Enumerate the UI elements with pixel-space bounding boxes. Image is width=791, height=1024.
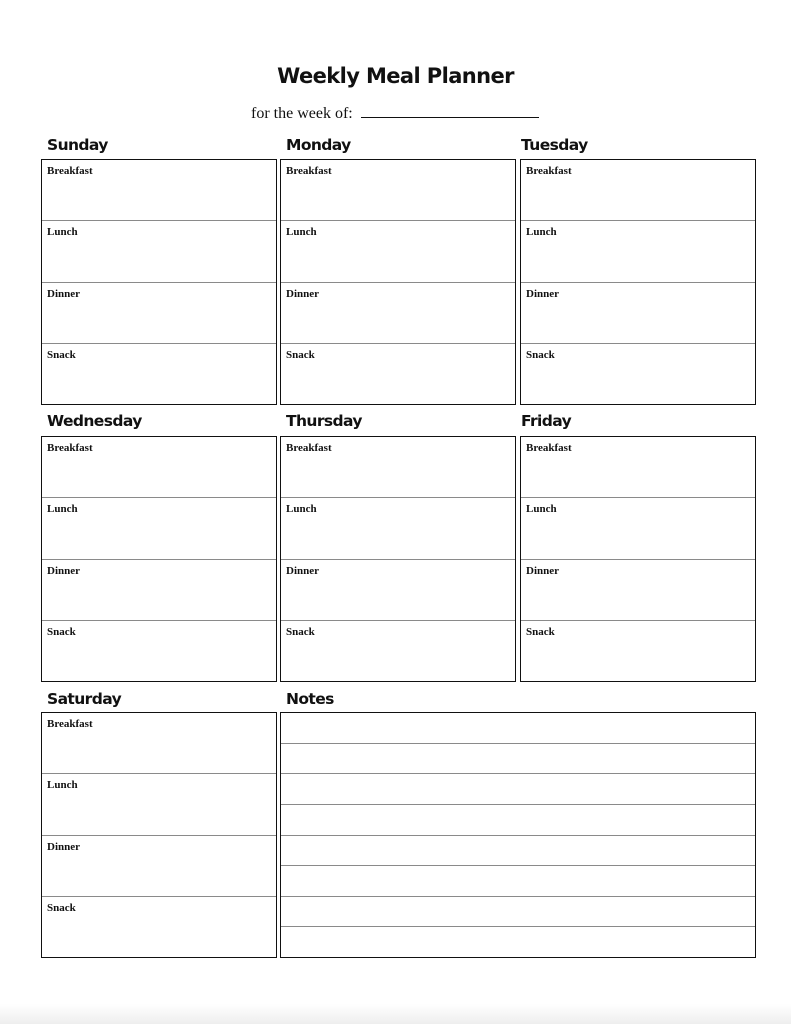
day-heading-monday: Monday [286, 136, 351, 154]
day-heading-sunday: Sunday [47, 136, 108, 154]
notes-line[interactable] [281, 926, 755, 957]
meal-label-lunch: Lunch [286, 503, 317, 516]
notes-line[interactable] [281, 865, 755, 896]
meal-label-breakfast: Breakfast [526, 442, 572, 454]
meal-label-breakfast: Breakfast [286, 442, 332, 454]
meal-label-lunch: Lunch [47, 226, 78, 239]
meal-cell-dinner[interactable] [521, 559, 755, 620]
meal-cell-breakfast[interactable] [42, 160, 276, 220]
meal-label-breakfast: Breakfast [526, 165, 572, 177]
day-box-wednesday [41, 436, 277, 682]
day-heading-wednesday: Wednesday [47, 412, 142, 430]
meal-cell-lunch[interactable] [42, 220, 276, 281]
meal-label-dinner: Dinner [526, 564, 559, 577]
meal-cell-snack[interactable] [42, 620, 276, 681]
notes-line[interactable] [281, 713, 755, 743]
page-bottom-shade [0, 1004, 791, 1024]
meal-cell-lunch[interactable] [42, 773, 276, 834]
meal-label-breakfast: Breakfast [286, 165, 332, 177]
meal-label-breakfast: Breakfast [47, 718, 93, 730]
meal-label-snack: Snack [526, 348, 555, 361]
meal-label-dinner: Dinner [286, 564, 319, 577]
meal-cell-snack[interactable] [521, 620, 755, 681]
page-title: Weekly Meal Planner [277, 64, 514, 88]
meal-label-snack: Snack [286, 348, 315, 361]
meal-cell-dinner[interactable] [42, 282, 276, 343]
meal-cell-snack[interactable] [42, 343, 276, 404]
meal-cell-dinner[interactable] [281, 559, 515, 620]
meal-label-dinner: Dinner [286, 287, 319, 300]
notes-heading: Notes [286, 690, 334, 708]
meal-label-snack: Snack [526, 625, 555, 638]
meal-cell-breakfast[interactable] [281, 160, 515, 220]
meal-cell-dinner[interactable] [42, 559, 276, 620]
meal-label-snack: Snack [47, 625, 76, 638]
meal-label-lunch: Lunch [526, 226, 557, 239]
day-heading-thursday: Thursday [286, 412, 362, 430]
meal-label-lunch: Lunch [286, 226, 317, 239]
week-of-label: for the week of: [251, 105, 353, 122]
week-of-blank-field[interactable] [361, 102, 539, 118]
notes-line[interactable] [281, 773, 755, 804]
notes-line[interactable] [281, 835, 755, 866]
meal-cell-breakfast[interactable] [521, 437, 755, 497]
meal-cell-lunch[interactable] [281, 220, 515, 281]
day-heading-saturday: Saturday [47, 690, 122, 708]
meal-cell-breakfast[interactable] [281, 437, 515, 497]
day-heading-friday: Friday [521, 412, 572, 430]
meal-cell-snack[interactable] [42, 896, 276, 957]
day-box-saturday [41, 712, 277, 958]
meal-label-dinner: Dinner [47, 287, 80, 300]
meal-cell-dinner[interactable] [42, 835, 276, 896]
meal-cell-dinner[interactable] [521, 282, 755, 343]
meal-cell-lunch[interactable] [42, 497, 276, 558]
meal-cell-breakfast[interactable] [42, 437, 276, 497]
meal-cell-dinner[interactable] [281, 282, 515, 343]
notes-line[interactable] [281, 896, 755, 927]
day-box-sunday [41, 159, 277, 405]
day-box-friday [520, 436, 756, 682]
meal-label-snack: Snack [47, 901, 76, 914]
meal-label-snack: Snack [47, 348, 76, 361]
meal-label-lunch: Lunch [47, 503, 78, 516]
meal-cell-snack[interactable] [521, 343, 755, 404]
meal-label-dinner: Dinner [47, 564, 80, 577]
notes-line[interactable] [281, 804, 755, 835]
week-of-row [251, 102, 539, 123]
meal-label-breakfast: Breakfast [47, 442, 93, 454]
meal-cell-snack[interactable] [281, 620, 515, 681]
meal-cell-lunch[interactable] [521, 497, 755, 558]
meal-label-dinner: Dinner [526, 287, 559, 300]
meal-cell-snack[interactable] [281, 343, 515, 404]
meal-cell-breakfast[interactable] [42, 713, 276, 773]
day-box-tuesday [520, 159, 756, 405]
meal-label-lunch: Lunch [47, 779, 78, 792]
day-box-thursday [280, 436, 516, 682]
meal-label-lunch: Lunch [526, 503, 557, 516]
day-box-monday [280, 159, 516, 405]
meal-cell-lunch[interactable] [521, 220, 755, 281]
meal-cell-lunch[interactable] [281, 497, 515, 558]
meal-label-snack: Snack [286, 625, 315, 638]
meal-label-breakfast: Breakfast [47, 165, 93, 177]
notes-box [280, 712, 756, 958]
notes-line[interactable] [281, 743, 755, 774]
day-heading-tuesday: Tuesday [521, 136, 588, 154]
meal-label-dinner: Dinner [47, 840, 80, 853]
meal-cell-breakfast[interactable] [521, 160, 755, 220]
